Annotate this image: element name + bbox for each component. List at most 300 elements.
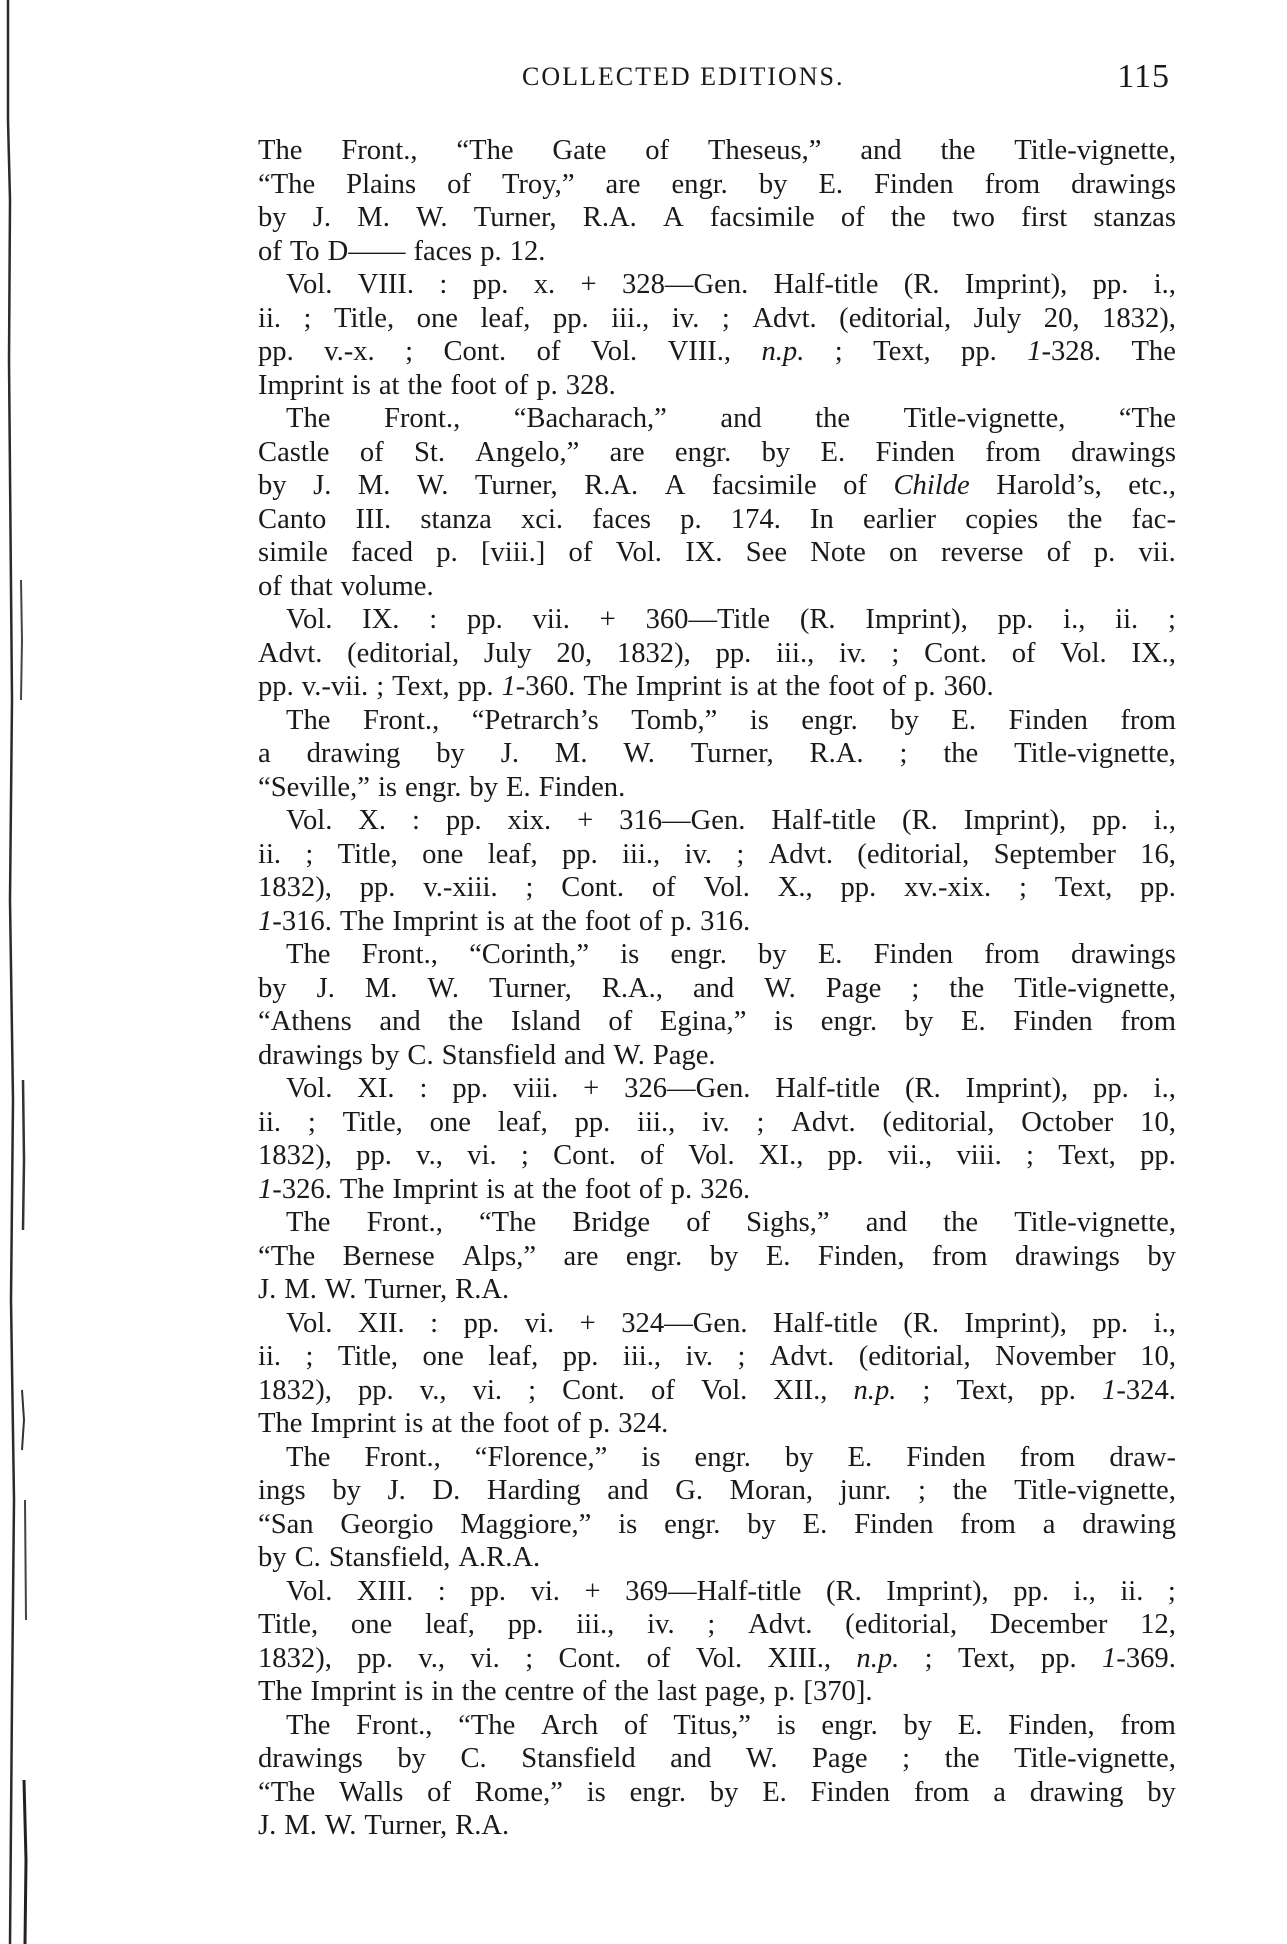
word: of bbox=[638, 905, 663, 937]
word: E. bbox=[961, 1006, 986, 1037]
word: the bbox=[459, 1408, 495, 1439]
word: volume. bbox=[340, 570, 434, 602]
word: ; bbox=[737, 1341, 746, 1372]
word: The bbox=[258, 1676, 303, 1707]
word: drawings bbox=[1071, 939, 1176, 970]
word: G. bbox=[675, 1475, 704, 1506]
word: Maggiore,” bbox=[460, 1508, 592, 1540]
word: (editorial, bbox=[857, 838, 970, 870]
text-line bbox=[258, 1072, 1176, 1106]
word: from bbox=[1019, 1441, 1076, 1473]
word: Vol. bbox=[286, 1073, 333, 1104]
word: 316—Gen. bbox=[619, 805, 746, 836]
word: Stansfield bbox=[521, 1743, 636, 1774]
word: iv. bbox=[647, 1609, 675, 1640]
word: 10, bbox=[1140, 1341, 1176, 1372]
word: v.-xiii. bbox=[423, 872, 498, 903]
word: vii., bbox=[887, 1140, 933, 1171]
word: Plains bbox=[346, 168, 417, 200]
text-line bbox=[258, 1005, 1176, 1039]
word: Advt. bbox=[768, 838, 833, 870]
word: Imprint bbox=[258, 369, 344, 401]
word: pp. bbox=[258, 336, 294, 367]
word: the bbox=[890, 202, 926, 233]
word: Stansfield bbox=[441, 1039, 557, 1071]
word: Theseus,” bbox=[707, 135, 822, 166]
word: the bbox=[949, 972, 985, 1004]
word: 1832), bbox=[258, 872, 332, 903]
word: iii., bbox=[622, 1341, 662, 1372]
word: The bbox=[339, 905, 385, 937]
word: one bbox=[350, 1609, 393, 1640]
text-line bbox=[258, 1809, 1176, 1843]
word: ; bbox=[303, 302, 312, 334]
word: Harding bbox=[486, 1475, 581, 1506]
word: one bbox=[422, 1341, 464, 1372]
word: Text, bbox=[1054, 872, 1113, 903]
word: Sighs,” bbox=[746, 1207, 830, 1238]
word: 1-326. bbox=[258, 1173, 332, 1205]
word: Turner, bbox=[474, 470, 558, 501]
paragraph bbox=[258, 1072, 1176, 1206]
word: faces bbox=[592, 503, 651, 535]
word: on bbox=[889, 537, 918, 568]
word: M. bbox=[357, 470, 391, 501]
word: Finden bbox=[875, 436, 955, 468]
word: is bbox=[776, 1709, 796, 1741]
word: of bbox=[623, 1709, 648, 1741]
text-line bbox=[258, 1441, 1176, 1475]
paragraph bbox=[258, 603, 1176, 704]
word: Imprint), bbox=[886, 1575, 989, 1607]
word: pp. bbox=[507, 1609, 544, 1640]
word: Title, bbox=[337, 838, 398, 870]
word: pp. bbox=[356, 1140, 392, 1171]
word: ; bbox=[1018, 872, 1027, 903]
text-line bbox=[258, 737, 1176, 771]
word: last bbox=[657, 1676, 697, 1707]
word: Text, bbox=[957, 1642, 1016, 1674]
word: pp. bbox=[997, 604, 1034, 635]
word: 1832), bbox=[616, 637, 691, 669]
word: Half-title bbox=[773, 269, 879, 300]
word: “San bbox=[258, 1508, 314, 1540]
word: engr. bbox=[664, 1508, 721, 1540]
word: (editorial, bbox=[882, 1106, 995, 1138]
word: R.A. bbox=[582, 202, 637, 233]
word: E. bbox=[818, 168, 844, 200]
word: Moran, bbox=[729, 1475, 814, 1506]
word: “Florence,” bbox=[474, 1441, 608, 1473]
word: the bbox=[614, 1676, 650, 1707]
word: Advt. bbox=[791, 1106, 856, 1138]
word: Cont. bbox=[553, 1140, 616, 1171]
word: engr. bbox=[694, 1441, 751, 1473]
word: Title, bbox=[342, 1106, 403, 1138]
word: “Bacharach,” bbox=[513, 403, 667, 434]
word: Front., bbox=[366, 1207, 443, 1238]
word: Imprint bbox=[635, 671, 722, 702]
word: vi. bbox=[470, 1642, 500, 1674]
word: vi. bbox=[472, 1374, 503, 1406]
word: M. bbox=[284, 1274, 317, 1305]
text-line bbox=[258, 704, 1176, 738]
word: of bbox=[536, 336, 561, 367]
word: Title-vignette, bbox=[1014, 972, 1176, 1004]
word: of bbox=[359, 436, 384, 468]
word: Turner, bbox=[488, 972, 572, 1004]
word: (R. bbox=[902, 805, 938, 836]
word: A.R.A. bbox=[458, 1542, 541, 1573]
word: 12, bbox=[1140, 1609, 1176, 1640]
text-line bbox=[258, 838, 1176, 872]
word: foot bbox=[502, 1408, 549, 1439]
word: is bbox=[404, 1676, 424, 1707]
word: A bbox=[664, 470, 686, 501]
word: VIII. bbox=[357, 269, 415, 300]
word: III. bbox=[355, 503, 392, 535]
word: E. bbox=[802, 1508, 828, 1540]
word: 1-360. bbox=[501, 671, 576, 702]
word: from bbox=[931, 1240, 988, 1272]
word: “The bbox=[258, 1240, 316, 1272]
word: pp. bbox=[1140, 1140, 1176, 1171]
word: Cont. bbox=[562, 1374, 625, 1406]
word: engr. bbox=[801, 704, 858, 736]
word: Title-vignette, bbox=[1014, 738, 1176, 769]
word: 1832), bbox=[258, 1374, 332, 1406]
word: of bbox=[882, 671, 907, 702]
word: i., bbox=[1063, 604, 1086, 635]
word: foot bbox=[584, 1173, 631, 1205]
word: drawing bbox=[306, 738, 401, 769]
word: engr. bbox=[670, 939, 727, 970]
word: the bbox=[943, 1207, 979, 1238]
word: by bbox=[258, 1542, 287, 1573]
word: the bbox=[541, 1173, 577, 1205]
word: (R. bbox=[903, 269, 940, 300]
word: Title-vignette, bbox=[1014, 135, 1176, 166]
word: leaf, bbox=[487, 838, 538, 870]
word: by bbox=[397, 1743, 426, 1774]
word: “Athens bbox=[258, 1006, 352, 1037]
word: D. bbox=[432, 1475, 461, 1506]
word: from bbox=[984, 939, 1040, 970]
word: Vol. bbox=[286, 1307, 333, 1339]
text-line bbox=[258, 536, 1176, 570]
word: Imprint bbox=[392, 1173, 479, 1205]
word: engr. bbox=[821, 1709, 878, 1741]
text-line bbox=[258, 905, 1176, 939]
word: engr. bbox=[629, 1776, 686, 1808]
word: Vol. bbox=[695, 1642, 743, 1674]
word: IX., bbox=[1131, 637, 1176, 669]
word: from bbox=[1120, 704, 1176, 736]
word: Finden, bbox=[1008, 1709, 1095, 1741]
word: Turner, bbox=[690, 738, 774, 769]
word: of bbox=[686, 1207, 711, 1238]
word: 1-369. bbox=[1102, 1642, 1176, 1674]
word: To bbox=[289, 235, 320, 267]
word: Text, bbox=[956, 1374, 1015, 1406]
word: The bbox=[286, 704, 331, 736]
word: Imprint), bbox=[865, 604, 968, 635]
word: of bbox=[840, 202, 865, 233]
word: Cont. bbox=[443, 336, 507, 367]
word: Bernese bbox=[342, 1240, 435, 1272]
word: pp. bbox=[258, 671, 294, 702]
word: engr. bbox=[671, 168, 728, 200]
word: is bbox=[351, 369, 371, 401]
page-number: 115 bbox=[1117, 58, 1170, 95]
word: leaf, bbox=[497, 1106, 548, 1138]
word: M. bbox=[554, 738, 588, 769]
word: ; bbox=[525, 1642, 534, 1674]
word: Bridge bbox=[572, 1207, 651, 1238]
word: of bbox=[568, 537, 593, 568]
word: The bbox=[286, 1207, 331, 1238]
word: + bbox=[599, 604, 616, 635]
word: ; bbox=[707, 1609, 716, 1640]
text-line bbox=[258, 637, 1176, 671]
text-line bbox=[258, 235, 1176, 269]
word: pp. bbox=[470, 1575, 507, 1607]
word: i., bbox=[1153, 269, 1176, 300]
word: pp. bbox=[552, 302, 589, 334]
text-line bbox=[258, 938, 1176, 972]
word: by bbox=[758, 168, 788, 200]
word: from bbox=[984, 168, 1041, 200]
word: ; bbox=[405, 336, 414, 367]
word: from bbox=[1120, 1006, 1176, 1037]
word: The bbox=[339, 1173, 385, 1205]
word: Vol. bbox=[700, 1374, 748, 1406]
word: St. bbox=[413, 436, 445, 468]
word: (editorial, bbox=[858, 1341, 971, 1372]
word: Front., bbox=[383, 403, 461, 434]
word: is bbox=[620, 939, 640, 970]
word: Titus,” bbox=[673, 1709, 751, 1741]
word: iv. bbox=[702, 1106, 730, 1138]
word: 1832), bbox=[1102, 302, 1176, 334]
text-line bbox=[258, 436, 1176, 470]
text-line bbox=[258, 871, 1176, 905]
word: 360. bbox=[943, 671, 994, 702]
running-title: COLLECTED EDITIONS. bbox=[522, 62, 845, 91]
word: XI., bbox=[758, 1140, 804, 1171]
word: July bbox=[973, 302, 1022, 334]
word: by bbox=[758, 939, 787, 970]
word: (editorial, bbox=[845, 1609, 958, 1640]
word: iii., bbox=[611, 302, 650, 334]
word: by bbox=[258, 202, 287, 233]
word: pp. bbox=[357, 1642, 393, 1674]
word: fac- bbox=[1131, 503, 1176, 535]
word: [370]. bbox=[803, 1676, 873, 1707]
word: pp. bbox=[562, 838, 598, 870]
word: pp. bbox=[1093, 1073, 1129, 1104]
word: pp. bbox=[457, 671, 494, 702]
word: ; bbox=[1167, 604, 1176, 635]
word: (editorial, bbox=[347, 637, 460, 669]
word: R.A. bbox=[455, 1810, 510, 1841]
word: simile bbox=[258, 537, 328, 568]
word: Page bbox=[812, 1743, 868, 1774]
word: is bbox=[404, 1408, 424, 1439]
word: p. bbox=[480, 235, 502, 267]
text-line bbox=[258, 804, 1176, 838]
word: engr. bbox=[405, 771, 462, 803]
word: : bbox=[429, 604, 438, 635]
word: ; bbox=[528, 1374, 537, 1406]
word: Rome,” bbox=[474, 1776, 563, 1808]
word: of bbox=[504, 369, 529, 401]
word: and bbox=[670, 1743, 712, 1774]
word: engr. bbox=[674, 436, 732, 468]
word: Vol. bbox=[590, 336, 638, 367]
word: XIII. bbox=[356, 1575, 414, 1607]
word: J. bbox=[258, 1274, 277, 1305]
word: The bbox=[258, 135, 303, 166]
word: + bbox=[583, 1073, 600, 1104]
word: of bbox=[843, 470, 867, 501]
text-line bbox=[258, 503, 1176, 537]
text-line bbox=[258, 469, 1176, 503]
word: and bbox=[564, 1039, 606, 1071]
word: Harold’s, bbox=[996, 470, 1102, 501]
word: pp. bbox=[463, 1307, 500, 1339]
word: and bbox=[607, 1475, 649, 1506]
word: Egina,” bbox=[659, 1006, 747, 1037]
word: ; bbox=[917, 1475, 926, 1506]
word: November bbox=[995, 1341, 1116, 1372]
word: ; bbox=[305, 1341, 314, 1372]
word: of bbox=[645, 135, 670, 166]
word: p. bbox=[680, 503, 702, 535]
word: E. bbox=[957, 1709, 983, 1741]
word: and bbox=[865, 1207, 908, 1238]
word: : bbox=[439, 269, 448, 300]
word: faced bbox=[351, 537, 414, 568]
word: E. bbox=[762, 1776, 787, 1808]
word: Turner, bbox=[473, 202, 557, 233]
text-line bbox=[258, 1709, 1176, 1743]
word: one bbox=[429, 1106, 471, 1138]
word: v., bbox=[418, 1642, 446, 1674]
word: iii., bbox=[776, 637, 815, 669]
word: of bbox=[258, 235, 282, 267]
word: R.A. bbox=[809, 738, 864, 769]
word: Vol. bbox=[688, 1140, 735, 1171]
word: iii., bbox=[576, 1609, 615, 1640]
word: Title-vignette, bbox=[1014, 1743, 1176, 1774]
word: Title-vignette, bbox=[903, 403, 1066, 434]
text-line bbox=[258, 1240, 1176, 1274]
word: i., bbox=[1073, 1575, 1096, 1607]
word: A bbox=[663, 202, 684, 233]
word: ; bbox=[834, 336, 843, 367]
word: ings bbox=[258, 1475, 306, 1506]
text-line bbox=[258, 402, 1176, 436]
word: X. bbox=[358, 805, 387, 836]
word: W. bbox=[613, 1039, 645, 1071]
word: is bbox=[486, 905, 506, 937]
word: facsimile bbox=[709, 202, 815, 233]
word: ; bbox=[924, 1642, 933, 1674]
binding-edge-shadow bbox=[0, 0, 30, 1944]
word: facsimile bbox=[711, 470, 817, 501]
word: the bbox=[940, 135, 976, 166]
word: iv. bbox=[685, 1341, 714, 1372]
word: p. bbox=[588, 1408, 611, 1439]
word: p. bbox=[1093, 537, 1116, 568]
word: E. bbox=[951, 704, 976, 736]
word: Front., bbox=[361, 939, 438, 970]
word: foot bbox=[584, 905, 631, 937]
text-line bbox=[258, 201, 1176, 235]
word: that bbox=[289, 570, 333, 602]
word: leaf, bbox=[488, 1341, 539, 1372]
word: reverse bbox=[940, 537, 1024, 568]
word: xv.-xix. bbox=[904, 872, 992, 903]
word: p. bbox=[773, 1676, 796, 1707]
text-line bbox=[258, 1340, 1176, 1374]
word: by bbox=[436, 738, 465, 769]
word: i., bbox=[1153, 1307, 1176, 1339]
word: Castle bbox=[258, 436, 330, 468]
running-head bbox=[262, 58, 1182, 102]
word: R.A. bbox=[455, 1274, 510, 1305]
word: The bbox=[583, 671, 628, 702]
word: Title-vignette, bbox=[1014, 1207, 1176, 1238]
word: Imprint), bbox=[964, 1307, 1067, 1339]
word: are bbox=[605, 168, 641, 200]
word: Georgio bbox=[340, 1508, 434, 1540]
word: The bbox=[1131, 336, 1176, 367]
text-line bbox=[258, 1675, 1176, 1709]
paragraph bbox=[258, 134, 1176, 268]
word: Alps,” bbox=[462, 1240, 537, 1272]
word: n.p. bbox=[853, 1374, 897, 1406]
paragraph bbox=[258, 1307, 1176, 1441]
word: ii. bbox=[1120, 1575, 1144, 1607]
word: faces bbox=[413, 235, 473, 267]
word: Stansfield, bbox=[328, 1542, 451, 1573]
word: 20, bbox=[1043, 302, 1080, 334]
word: + bbox=[577, 805, 594, 836]
word: is bbox=[486, 1173, 506, 1205]
word: W. bbox=[764, 972, 796, 1004]
word: M. bbox=[284, 1810, 317, 1841]
word: [viii.] bbox=[480, 537, 546, 568]
word: Vol. bbox=[286, 1575, 333, 1607]
word: of bbox=[1011, 637, 1036, 669]
word: is bbox=[377, 771, 398, 803]
word: by bbox=[904, 1006, 934, 1037]
text-line bbox=[258, 1541, 1176, 1575]
word: the bbox=[815, 403, 851, 434]
word: Finden, bbox=[817, 1240, 905, 1272]
word: W. bbox=[416, 202, 448, 233]
word: Title, bbox=[258, 1609, 319, 1640]
word: at bbox=[513, 1173, 534, 1205]
word: ii. bbox=[258, 838, 282, 870]
word: Angelo,” bbox=[475, 436, 580, 468]
word: viii. bbox=[512, 1073, 559, 1104]
word: i., bbox=[1153, 1073, 1176, 1104]
word: Title, bbox=[334, 302, 395, 334]
word: by bbox=[890, 704, 919, 736]
